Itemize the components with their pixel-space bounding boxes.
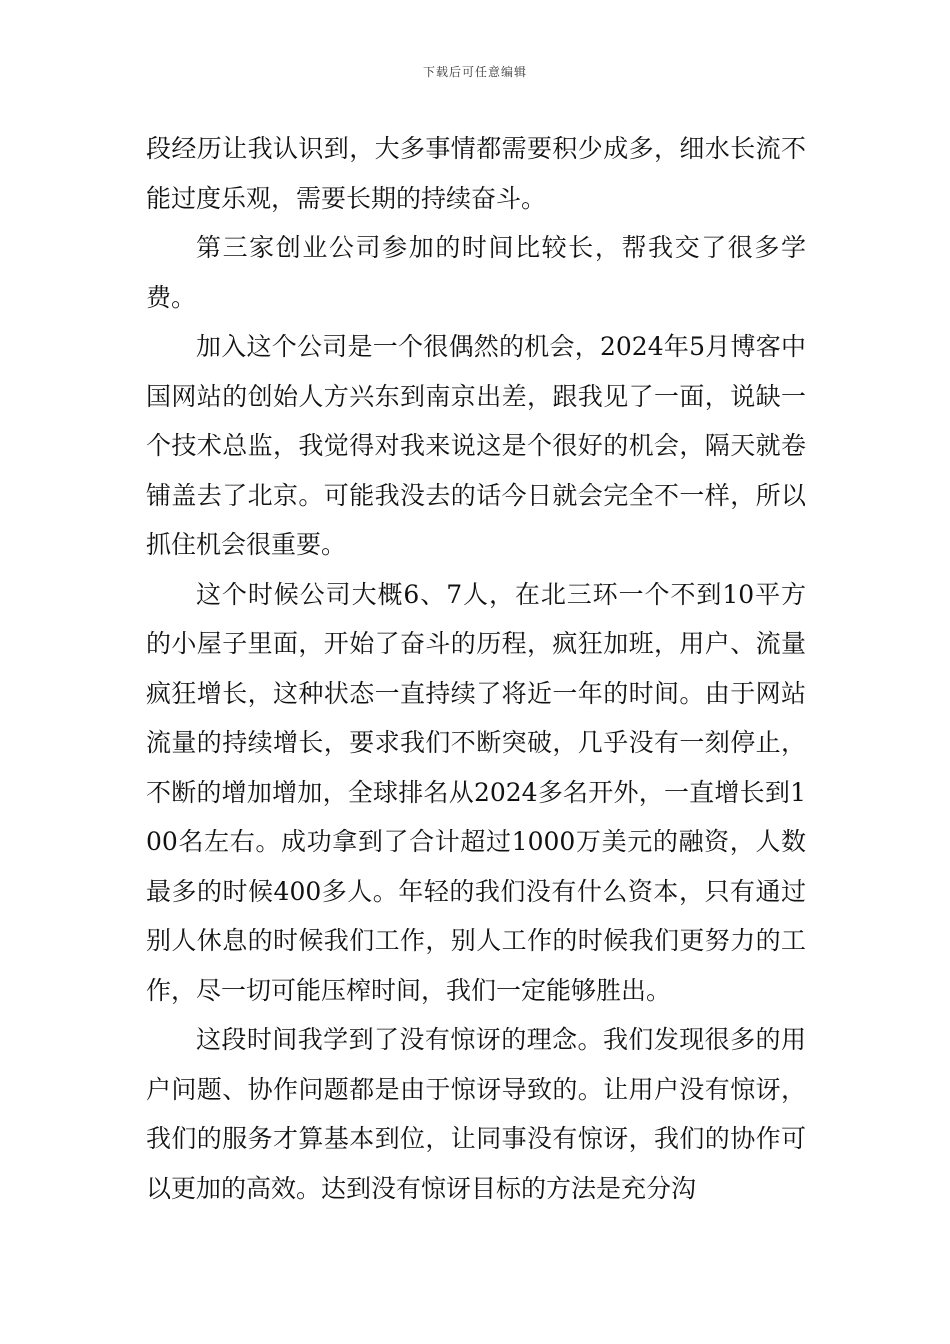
paragraph: 这段时间我学到了没有惊讶的理念。我们发现很多的用户问题、协作问题都是由于惊讶导致的。让用户没有惊讶，我们的服务才算基本到位，让同事没有惊讶，我们的协作可以更加的高效。达到没有惊讶目标的方法是充分沟 [146,1025,806,1203]
paragraph: 加入这个公司是一个很偶然的机会，2024年5月博客中国网站的创始人方兴东到南京出差，跟我见了一面，说缺一个技术总监，我觉得对我来说这是个很好的机会，隔天就卷铺盖去了北京。可能我没去的话今日就会完全不一样，所以抓住机会很重要。 [146,332,806,559]
paragraph: 这个时候公司大概6、7人，在北三环一个不到10平方的小屋子里面，开始了奋斗的历程，疯狂加班，用户、流量疯狂增长，这种状态一直持续了将近一年的时间。由于网站流量的持续增长，要求我们不断突破，几乎没有一刻停止，不断的增加增加，全球排名从2024多名开外，一直增长到100名左右。成功拿到了合计超过1000万美元的融资，人数最多的时候400多人。年轻的我们没有什么资本，只有通过别人休息的时候我们工作，别人工作的时候我们更努力的工作，尽一切可能压榨时间，我们一定能够胜出。 [146,579,806,1005]
paragraph-continuation: 段经历让我认识到，大多事情都需要积少成多，细水长流不能过度乐观，需要长期的持续奋斗。 [146,134,806,213]
document-body [146,124,806,1213]
paragraph: 第三家创业公司参加的时间比较长，帮我交了很多学费。 [146,233,806,312]
page-header: 下载后可任意编辑 [422,65,527,79]
